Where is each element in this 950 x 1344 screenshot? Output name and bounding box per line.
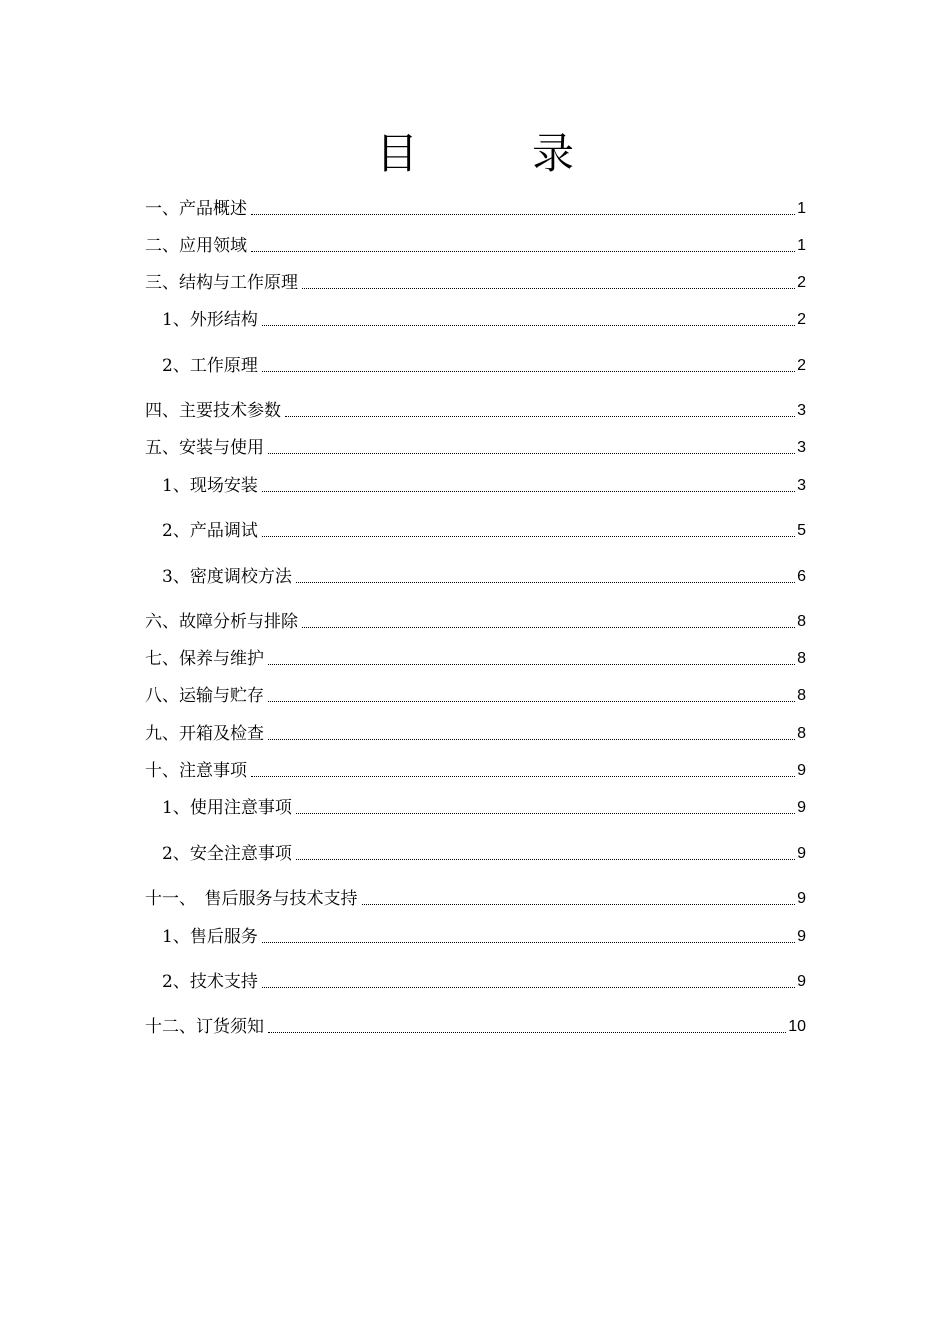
toc-entry-page: 9 — [797, 799, 806, 816]
toc-entry-text: 1、现场安装 — [162, 476, 258, 496]
toc-entry-text: 六、故障分析与排除 — [145, 612, 298, 632]
toc-entry[interactable] — [145, 722, 806, 746]
toc-entry-page: 1 — [797, 237, 806, 254]
toc-entry[interactable] — [145, 610, 806, 634]
toc-entry[interactable] — [162, 474, 806, 498]
toc-entry-text: 十二、订货须知 — [145, 1017, 264, 1037]
toc-entry[interactable] — [145, 234, 806, 258]
toc-leader-dots — [268, 739, 795, 740]
toc-entry[interactable] — [162, 970, 806, 994]
toc-entry-text: 七、保养与维护 — [145, 649, 264, 669]
toc-entry-text: 1、售后服务 — [162, 927, 258, 947]
toc-entry-text: 2、产品调试 — [162, 521, 258, 541]
toc-entry-text: 八、运输与贮存 — [145, 686, 264, 706]
toc-entry-page: 9 — [797, 845, 806, 862]
toc-entry[interactable] — [145, 1015, 806, 1039]
toc-entry-page: 9 — [797, 890, 806, 907]
toc-entry-page: 2 — [797, 311, 806, 328]
toc-leader-dots — [268, 664, 795, 665]
toc-entry[interactable] — [162, 842, 806, 866]
toc-entry-page: 9 — [797, 928, 806, 945]
toc-leader-dots — [262, 536, 795, 537]
toc-entry-page: 2 — [797, 357, 806, 374]
toc-leader-dots — [296, 859, 795, 860]
toc-title: 目 录 — [375, 129, 610, 178]
toc-entry-text: 2、技术支持 — [162, 972, 258, 992]
toc-entry-text: 2、工作原理 — [162, 356, 258, 376]
toc-entry-page: 6 — [797, 568, 806, 585]
toc-leader-dots — [362, 904, 796, 905]
toc-entry-page: 3 — [797, 439, 806, 456]
toc-entry-page: 3 — [797, 477, 806, 494]
toc-leader-dots — [251, 214, 795, 215]
toc-entry-page: 9 — [797, 973, 806, 990]
toc-leader-dots — [262, 942, 795, 943]
toc-leader-dots — [296, 582, 795, 583]
toc-entry-text: 三、结构与工作原理 — [145, 273, 298, 293]
toc-entry-text: 一、产品概述 — [145, 199, 247, 219]
toc-entry-text: 十一、 售后服务与技术支持 — [145, 889, 358, 909]
toc-leader-dots — [251, 251, 795, 252]
toc-leader-dots — [268, 453, 795, 454]
toc-entry-text: 2、安全注意事项 — [162, 844, 292, 864]
toc-entry[interactable] — [145, 436, 806, 460]
toc-entry-page: 8 — [797, 687, 806, 704]
toc-leader-dots — [251, 776, 795, 777]
toc-entry-text: 3、密度调校方法 — [162, 567, 292, 587]
toc-entry-text: 1、外形结构 — [162, 310, 258, 330]
toc-entry-page: 9 — [797, 762, 806, 779]
toc-entry-page: 8 — [797, 725, 806, 742]
toc-leader-dots — [262, 491, 795, 492]
toc-entry[interactable] — [145, 271, 806, 295]
toc-entry[interactable] — [145, 684, 806, 708]
toc-entry-page: 10 — [788, 1018, 806, 1035]
toc-entry-text: 四、主要技术参数 — [145, 401, 281, 421]
toc-leader-dots — [302, 288, 795, 289]
toc-entry-page: 2 — [797, 274, 806, 291]
toc-leader-dots — [268, 701, 795, 702]
toc-entry-page: 1 — [797, 200, 806, 217]
toc-entry[interactable] — [145, 197, 806, 221]
toc-leader-dots — [268, 1032, 786, 1033]
toc-leader-dots — [262, 987, 795, 988]
toc-entry[interactable] — [162, 565, 806, 589]
toc-entry[interactable] — [162, 925, 806, 949]
toc-entry-text: 1、使用注意事项 — [162, 798, 292, 818]
toc-leader-dots — [262, 371, 795, 372]
toc-entry-page: 8 — [797, 613, 806, 630]
toc-entry[interactable] — [162, 796, 806, 820]
toc-entry-page: 8 — [797, 650, 806, 667]
toc-entry-page: 5 — [797, 522, 806, 539]
toc-entry-page: 3 — [797, 402, 806, 419]
toc-entry[interactable] — [145, 399, 806, 423]
toc-entry[interactable] — [162, 354, 806, 378]
toc-entry-text: 九、开箱及检查 — [145, 724, 264, 744]
toc-leader-dots — [285, 416, 795, 417]
toc-leader-dots — [262, 325, 795, 326]
toc-entry[interactable] — [145, 647, 806, 671]
toc-entry-text: 十、注意事项 — [145, 761, 247, 781]
toc-entry[interactable] — [145, 759, 806, 783]
toc-entry[interactable] — [145, 887, 806, 911]
toc-entry-text: 五、安装与使用 — [145, 438, 264, 458]
toc-leader-dots — [296, 813, 795, 814]
toc-entry[interactable] — [162, 519, 806, 543]
toc-entry-text: 二、应用领域 — [145, 236, 247, 256]
toc-entry[interactable] — [162, 308, 806, 332]
toc-leader-dots — [302, 627, 795, 628]
